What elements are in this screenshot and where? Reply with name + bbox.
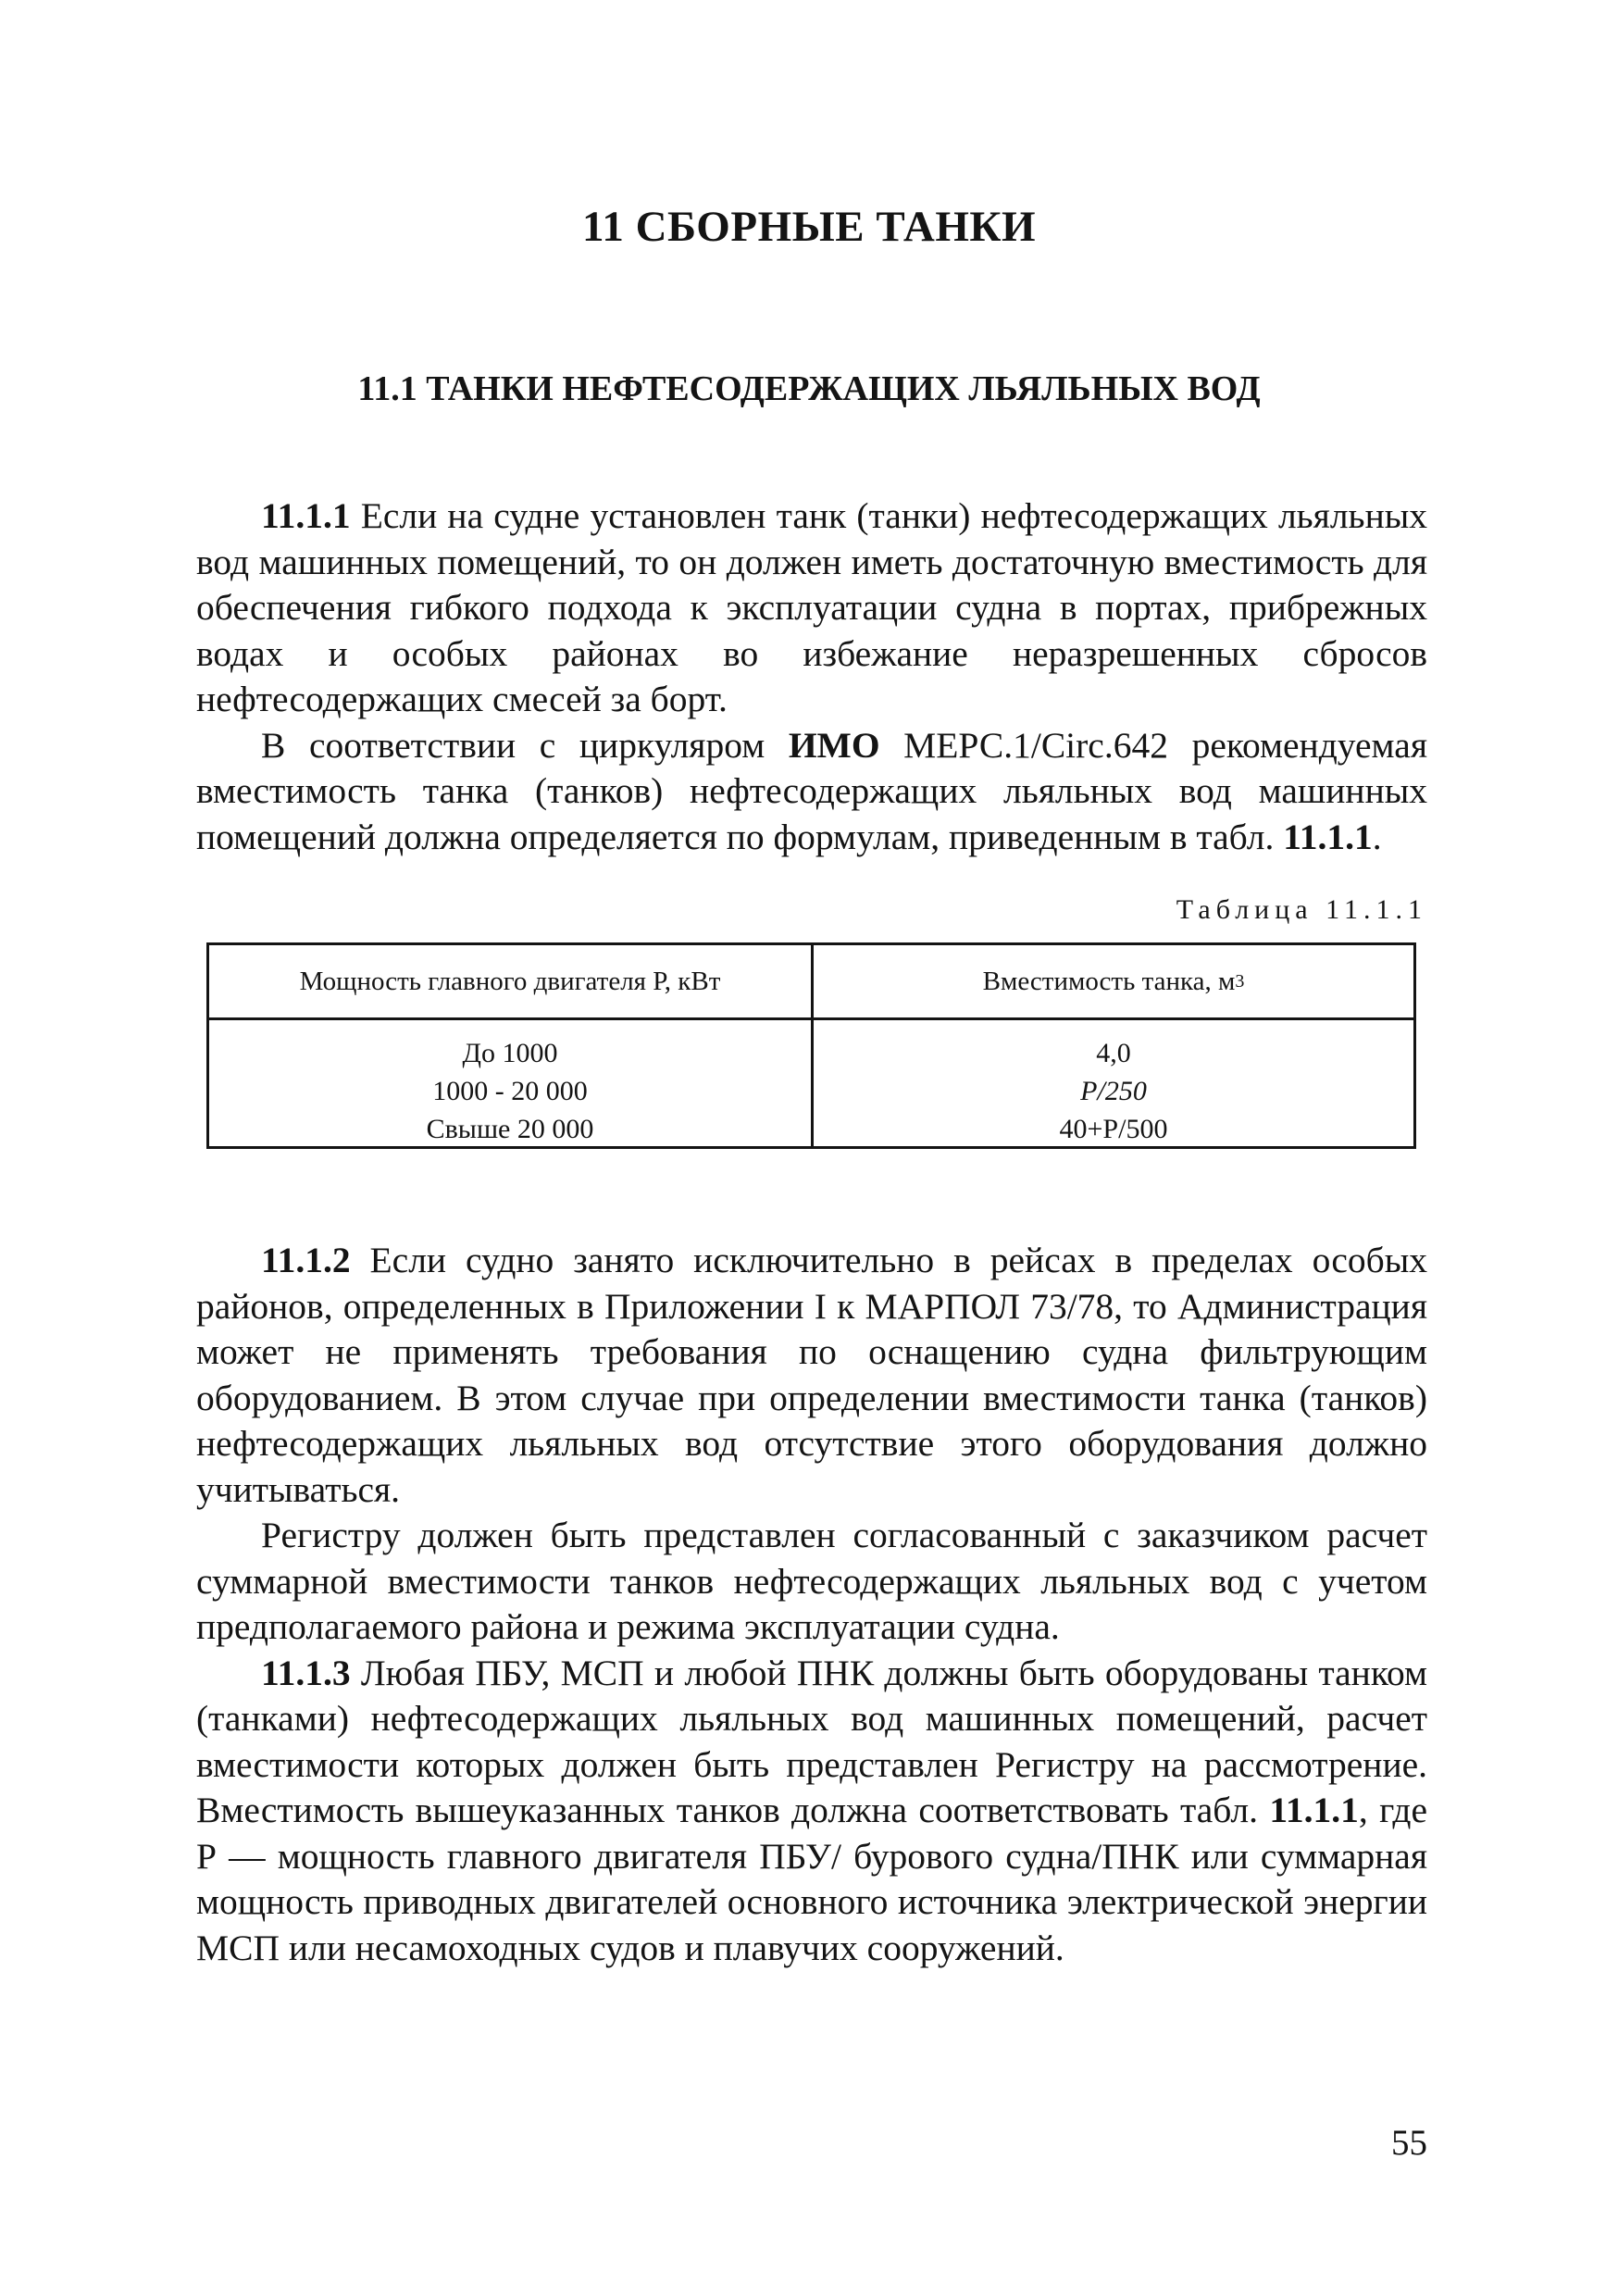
clause-number: 11.1.2 — [261, 1240, 351, 1280]
table-cell: 40+P/500 — [1059, 1114, 1168, 1144]
table-header-power — [209, 945, 811, 1017]
paragraph-text: В соответствии с циркуляром — [261, 724, 789, 766]
paragraph-11-1-3 — [196, 1651, 1427, 1972]
table-column-power — [209, 1034, 811, 1148]
table-header-divider — [209, 1017, 1413, 1020]
table-cell: P/250 — [1080, 1076, 1147, 1106]
header-text: Мощность главного двигателя Р, кВт — [299, 966, 721, 996]
table-reference: 11.1.1 — [1283, 816, 1373, 857]
capacity-table — [206, 942, 1416, 1149]
paragraph-text: . — [1372, 816, 1382, 857]
header-text: Вместимость танка, м — [982, 966, 1236, 996]
paragraph-text: МЕРС.1/Circ.642 рекомендуемая вместимость танка (танков) нефтесодержащих льяльных вод машинных помещений должна определяется по формулам, приведенным в табл. — [196, 724, 1427, 857]
main-text — [196, 1238, 1427, 1971]
intro-text — [196, 493, 1427, 860]
paragraph-imo-circular — [196, 723, 1427, 861]
table-reference: 11.1.1 — [1269, 1790, 1359, 1830]
paragraph-text: Если судно занято исключительно в рейсах в пределах особых районов, определенных в Приложении I к МАРПОЛ 73/78, то Администрация может не применять требования по оснащению судна фильтрующим оборудованием. В этом случае при определении вместимости танка (танков) нефтесодержащих льяльных вод отсутствие этого оборудования должно учитываться. — [196, 1240, 1427, 1510]
clause-number: 11.1.1 — [261, 495, 351, 536]
paragraph-11-1-1 — [196, 493, 1427, 723]
table-cell: 4,0 — [1096, 1038, 1131, 1068]
table-header-capacity: Вместимость танка, м 3 — [982, 966, 1245, 996]
table-caption: Таблица 11.1.1 — [1176, 894, 1427, 925]
paragraph-text: , где Р — мощность главного двигателя ПБУ/ бурового судна/ПНК или суммарная мощность приводных двигателей основного источника электрической энергии МСП или несамоходных судов и плавучих сооружений. — [196, 1790, 1427, 1968]
paragraph-register — [196, 1513, 1427, 1651]
table-cell: Свыше 20 000 — [426, 1114, 594, 1144]
section-title: 11.1 ТАНКИ НЕФТЕСОДЕРЖАЩИХ ЛЬЯЛЬНЫХ ВОД — [357, 369, 1261, 408]
paragraph-text: Регистру должен быть представлен согласованный с заказчиком расчет суммарной вместимости танков нефтесодержащих льяльных вод с учетом предполагаемого района и режима эксплуатации судна. — [196, 1515, 1427, 1647]
chapter-title: 11 СБОРНЫЕ ТАНКИ — [581, 203, 1037, 251]
table-cell: 1000 - 20 000 — [432, 1076, 588, 1106]
paragraph-text: Любая ПБУ, МСП и любой ПНК должны быть оборудованы танком (танками) нефтесодержащих льяльных вод машинных помещений, расчет вместимости которых должен быть представлен Регистру на рассмотрение. Вместимость вышеуказанных танков должна соответствовать табл. — [196, 1652, 1427, 1830]
paragraph-text: Если на судне установлен танк (танки) нефтесодержащих льяльных вод машинных помещений, то он должен иметь достаточную вместимость для обеспечения гибкого подхода к эксплуатации судна в портах, прибрежных водах и особых районах во избежание неразрешенных сбросов нефтесодержащих смесей за борт. — [196, 495, 1427, 719]
table-column-capacity — [814, 1034, 1413, 1148]
paragraph-11-1-2 — [196, 1238, 1427, 1513]
clause-number: 11.1.3 — [261, 1652, 351, 1693]
imo-label: ИМО — [788, 724, 880, 766]
table-cell: До 1000 — [462, 1038, 558, 1068]
page-number: 55 — [1391, 2123, 1427, 2163]
